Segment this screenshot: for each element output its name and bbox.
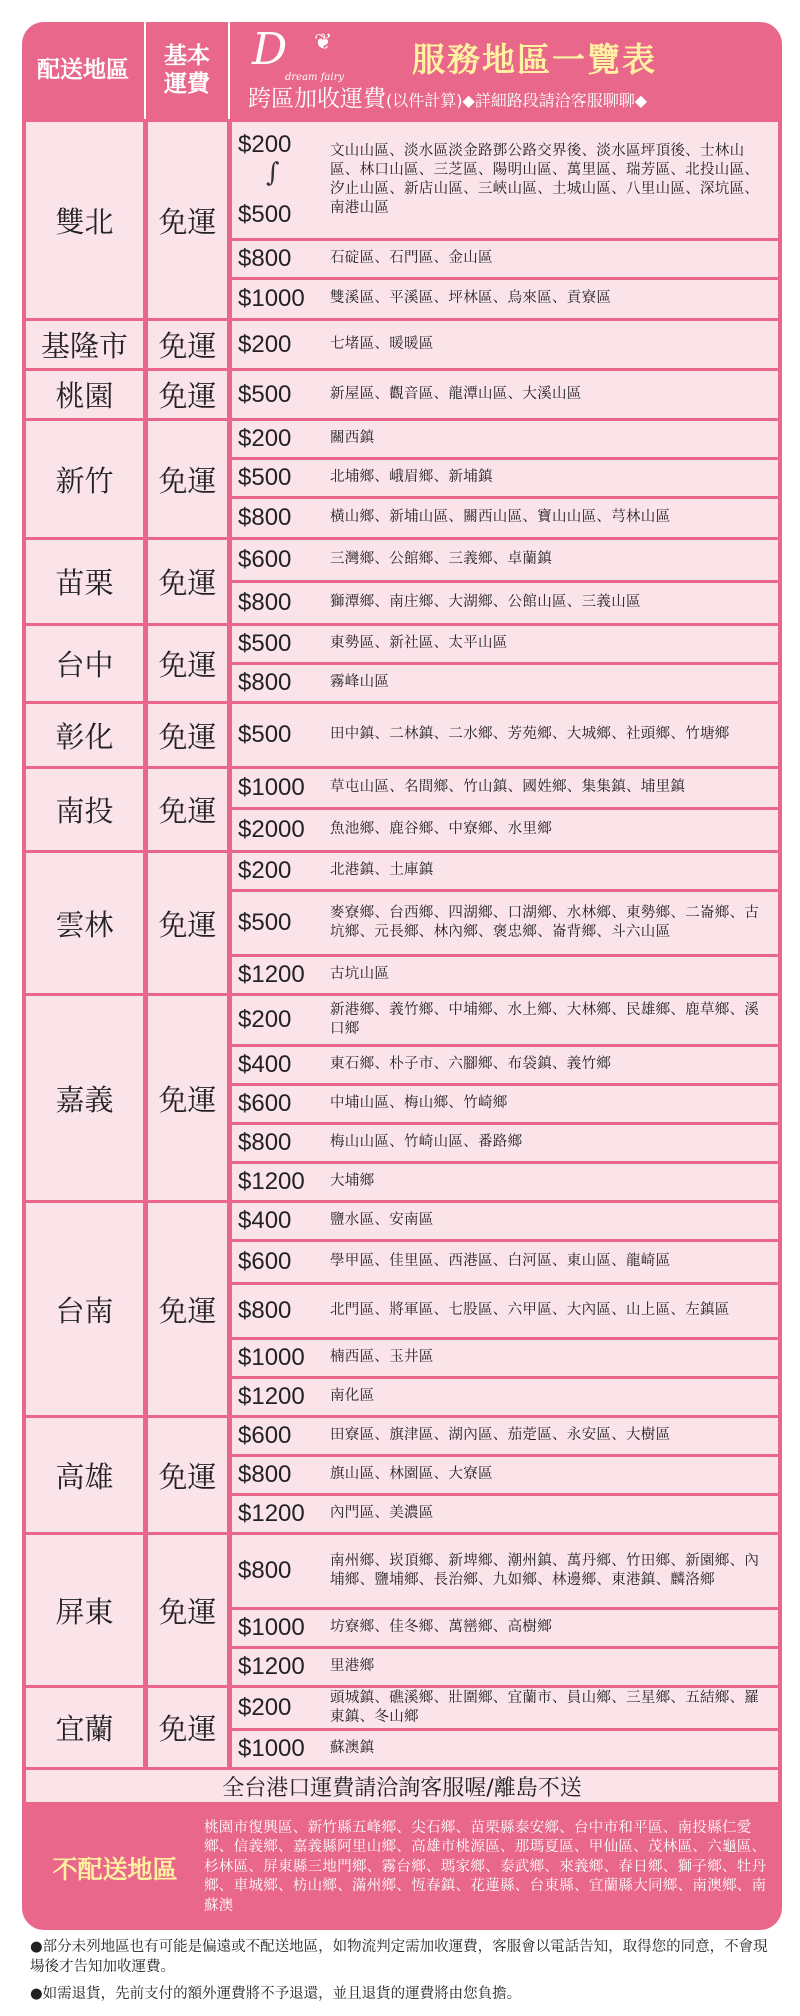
surcharge-rows [232,1418,778,1532]
table-row [232,122,778,238]
region-name: 新竹 [26,421,143,537]
surcharge-rows [232,371,778,418]
surcharge-price: $500 [238,464,292,491]
brand-logo-sub: dream fairy [285,72,345,83]
surcharge-price: $400 [238,1207,292,1234]
surcharge-price: $600 [238,1248,292,1275]
fairy-wing-icon: ❦ [314,30,333,55]
region-name: 宜蘭 [26,1688,143,1767]
surcharge-areas: 新屋區、觀音區、龍潭山區、大溪山區 [330,385,582,402]
no-delivery-areas: 桃園市復興區、新竹縣五峰鄉、尖石鄉、苗栗縣泰安鄉、台中市和平區、南投縣仁愛鄉、信義鄉、嘉義縣阿里山鄉、高雄市桃源區、那瑪夏區、甲仙區、茂林區、六龜區、杉林區、屏東縣三地門鄉、霧台鄉、瑪家鄉、泰武鄉、來義鄉、春日鄉、獅子鄉、牡丹鄉、車城鄉、枋山鄉、滿州鄉、恆春鎮、花蓮縣、台東縣、宜蘭縣大同鄉、南澳鄉、南蘇澳 [204,1819,767,1914]
surcharge-rows [232,1535,778,1685]
surcharge-areas: 旗山區、林園區、大寮區 [330,1466,493,1483]
surcharge-price: $1200 [238,1653,305,1680]
surcharge-rows [232,769,778,850]
surcharge-areas: 橫山鄉、新埔山區、關西山區、寶山山區、芎林山區 [330,509,671,526]
surcharge-areas: 東石鄉、朴子市、六腳鄉、布袋鎮、義竹鄉 [330,1056,612,1073]
surcharge-price: $800 [238,1557,292,1584]
region-name: 嘉義 [26,996,143,1200]
region-name: 台南 [26,1203,143,1415]
table-row [232,1379,778,1415]
table-row [232,1535,778,1607]
region-block [26,626,778,701]
surcharge-price: $800 [238,1129,292,1156]
table-row [232,371,778,418]
surcharge-price: $1000 [238,285,305,312]
table-row [232,280,778,318]
region-name: 高雄 [26,1418,143,1532]
region-block [26,853,778,993]
subtitle-small: (以件計算) [386,91,463,110]
surcharge-areas: 東勢區、新社區、太平山區 [330,635,508,652]
header-fee: 基本 運費 [164,42,210,97]
surcharge-price: $800 [238,1297,292,1324]
surcharge-rows [232,626,778,701]
surcharge-price: $800 [238,504,292,531]
surcharge-areas: 里港鄉 [330,1658,375,1675]
surcharge-areas: 獅潭鄉、南庄鄉、大湖鄉、公館山區、三義山區 [330,594,641,611]
surcharge-areas: 南州鄉、崁頂鄉、新埤鄉、潮州鎮、萬丹鄉、竹田鄉、新園鄉、內埔鄉、鹽埔鄉、長治鄉、九如鄉、林邊鄉、東港鎮、麟洛鄉 [330,1552,760,1588]
region-block [26,1418,778,1532]
region-block [26,1688,778,1767]
region-name: 南投 [26,769,143,850]
surcharge-rows [232,853,778,993]
surcharge-price: $600 [238,546,292,573]
header-region: 配送地區 [37,56,129,83]
surcharge-rows [232,1688,778,1767]
surcharge-areas: 北門區、將軍區、七股區、六甲區、大內區、山上區、左鎮區 [330,1302,730,1319]
table-row [232,1688,778,1728]
surcharge-rows [232,421,778,537]
surcharge-price: $1200 [238,1500,305,1527]
surcharge-areas: 中埔山區、梅山鄉、竹崎鄉 [330,1095,508,1112]
surcharge-price: $600 [238,1090,292,1117]
table-row [232,1242,778,1282]
table-row [232,996,778,1044]
surcharge-price: $200 [238,425,292,452]
no-delivery-label: 不配送地區 [52,1854,178,1884]
surcharge-areas: 梅山山區、竹崎山區、番路鄉 [330,1134,523,1151]
note-item: ●如需退貨，先前支付的額外運費將不予退還，並且退貨的運費將由您負擔。 [30,1985,522,2002]
region-block [26,122,778,318]
surcharge-rows [232,540,778,623]
surcharge-areas: 田中鎮、二林鎮、二水鄉、芳苑鄉、大城鄉、社頭鄉、竹塘鄉 [330,726,730,743]
table-row [232,583,778,623]
table-row [232,499,778,537]
region-block [26,1535,778,1685]
surcharge-price: $1200 [238,961,305,988]
table-row [232,769,778,807]
surcharge-areas: 麥寮鄉、台西鄉、四湖鄉、口湖鄉、水林鄉、東勢鄉、二崙鄉、古坑鄉、元長鄉、林內鄉、褒忠鄉、崙背鄉、斗六山區 [330,904,760,940]
surcharge-areas: 古坑山區 [330,966,390,983]
table-row [232,1285,778,1337]
surcharge-rows [232,1203,778,1415]
region-base-fee: 免運 [148,122,227,318]
table-row [232,892,778,954]
region-base-fee: 免運 [148,421,227,537]
table-row [232,241,778,277]
region-block [26,540,778,623]
surcharge-price: $200 [238,330,292,358]
region-name: 苗栗 [26,540,143,623]
table-row [232,1164,778,1200]
surcharge-price: $1000 [238,1344,305,1371]
table-row [232,1457,778,1493]
surcharge-price: $500 [238,630,292,657]
surcharge-areas: 學甲區、佳里區、西港區、白河區、東山區、龍崎區 [330,1253,671,1270]
subtitle-main: 跨區加收運費 [248,86,386,112]
region-base-fee: 免運 [148,1203,227,1415]
region-base-fee: 免運 [148,540,227,623]
region-block [26,1203,778,1415]
surcharge-rows [232,704,778,766]
surcharge-price: $1000 [238,774,305,801]
region-base-fee: 免運 [148,769,227,850]
table-row [232,460,778,496]
surcharge-price: $2000 [238,816,305,843]
region-base-fee: 免運 [148,704,227,766]
table-row [232,1418,778,1454]
surcharge-areas: 魚池鄉、鹿谷鄉、中寮鄉、水里鄉 [330,821,552,838]
surcharge-rows [232,996,778,1200]
port-note: 全台港口運費請洽詢客服喔/離島不送 [26,1770,778,1802]
page-subtitle [248,80,647,113]
page-title: 服務地區一覽表 [412,40,657,79]
surcharge-price: $800 [238,1461,292,1488]
surcharge-price: $500 [238,909,292,936]
surcharge-price: $200 [238,1006,292,1033]
subtitle-tail: ◆詳細路段請洽客服聊聊◆ [462,91,648,110]
surcharge-areas: 文山山區、淡水區淡金路鄧公路交界後、淡水區坪頂後、士林山區、林口山區、三芝區、陽明山區、萬里區、瑞芳區、北投山區、汐止山區、新店山區、三峽山區、土城山區、八里山區、深坑區、南港山區 [330,142,760,217]
table-row [232,321,778,368]
surcharge-areas: 南化區 [330,1388,375,1405]
table-row [232,704,778,766]
region-base-fee: 免運 [148,1418,227,1532]
surcharge-rows [232,321,778,368]
surcharge-price-max: $500 [238,201,292,228]
region-base-fee: 免運 [148,996,227,1200]
table-row [232,626,778,662]
surcharge-price: $800 [238,245,292,272]
region-name: 彰化 [26,704,143,766]
region-base-fee: 免運 [148,321,227,368]
surcharge-areas: 內門區、美濃區 [330,1505,434,1522]
surcharge-price: $200 [238,131,292,158]
region-base-fee: 免運 [148,1688,227,1767]
table-row [232,1496,778,1532]
region-name: 雲林 [26,853,143,993]
surcharge-areas: 北港鎮、土庫鎮 [330,862,434,879]
surcharge-price: $200 [238,1694,292,1721]
surcharge-price: $200 [238,857,292,884]
region-base-fee: 免運 [148,853,227,993]
table-row [232,853,778,889]
rate-table [22,119,782,1930]
region-base-fee: 免運 [148,1535,227,1685]
region-name: 桃園 [26,371,143,418]
brand-logo: D [252,24,288,75]
surcharge-price: $1200 [238,1383,305,1410]
notes [30,1937,770,2010]
region-block [26,321,778,368]
region-block [26,371,778,418]
region-block [26,996,778,1200]
surcharge-areas: 關西鎮 [330,430,375,447]
surcharge-rows [232,122,778,318]
surcharge-areas: 新港鄉、義竹鄉、中埔鄉、水上鄉、大林鄉、民雄鄉、鹿草鄉、溪口鄉 [330,1001,760,1037]
surcharge-price: $500 [238,721,292,748]
surcharge-price: $600 [238,1422,292,1449]
table-row [232,1731,778,1767]
note-item: ●部分未列地區也有可能是偏遠或不配送地區，如物流判定需加收運費，客服會以電話告知，取得您的同意，不會現場後才告知加收運費。 [30,1939,768,1976]
table-row [232,957,778,993]
table-row [232,1340,778,1376]
table-row [232,421,778,457]
table-row [232,1610,778,1646]
surcharge-price: $1000 [238,1614,305,1641]
table-row [232,810,778,850]
region-base-fee: 免運 [148,626,227,701]
surcharge-areas: 坊寮鄉、佳冬鄉、萬巒鄉、高樹鄉 [330,1619,552,1636]
surcharge-areas: 楠西區、玉井區 [330,1349,434,1366]
surcharge-areas: 蘇澳鎮 [330,1740,375,1757]
surcharge-areas: 霧峰山區 [330,674,390,691]
surcharge-areas: 頭城鎮、礁溪鄉、壯圍鄉、宜蘭市、員山鄉、三星鄉、五結鄉、羅東鎮、冬山鄉 [330,1689,760,1725]
surcharge-areas: 草屯山區、名間鄉、竹山鎮、國姓鄉、集集鎮、埔里鎮 [330,779,686,796]
surcharge-areas: 七堵區、暖暖區 [330,335,434,352]
surcharge-price: $1000 [238,1735,305,1762]
range-tilde-icon: ∫ [266,158,280,188]
region-block [26,704,778,766]
region-block [26,421,778,537]
region-base-fee: 免運 [148,371,227,418]
surcharge-areas: 石碇區、石門區、金山區 [330,250,493,267]
region-name: 台中 [26,626,143,701]
table-row [232,1125,778,1161]
surcharge-price: $800 [238,589,292,616]
surcharge-areas: 鹽水區、安南區 [330,1212,434,1229]
table-row [232,540,778,580]
no-delivery-section [22,1805,782,1930]
table-header [22,22,782,119]
surcharge-price: $500 [238,380,292,408]
table-row [232,1649,778,1685]
table-row [232,1203,778,1239]
table-row [232,1086,778,1122]
region-block [26,769,778,850]
surcharge-price: $1200 [238,1168,305,1195]
header-divider [228,22,230,119]
table-row [232,1047,778,1083]
service-area-card [22,22,782,1930]
region-name: 雙北 [26,122,143,318]
region-name: 屏東 [26,1535,143,1685]
surcharge-areas: 北埔鄉、峨眉鄉、新埔鎮 [330,469,493,486]
surcharge-areas: 雙溪區、平溪區、坪林區、烏來區、貢寮區 [330,290,612,307]
surcharge-price: $400 [238,1051,292,1078]
surcharge-areas: 大埔鄉 [330,1173,375,1190]
table-row [232,665,778,701]
surcharge-price: $800 [238,669,292,696]
surcharge-areas: 田寮區、旗津區、湖內區、茄萣區、永安區、大樹區 [330,1427,671,1444]
surcharge-areas: 三灣鄉、公館鄉、三義鄉、卓蘭鎮 [330,551,552,568]
region-name: 基隆市 [26,321,143,368]
